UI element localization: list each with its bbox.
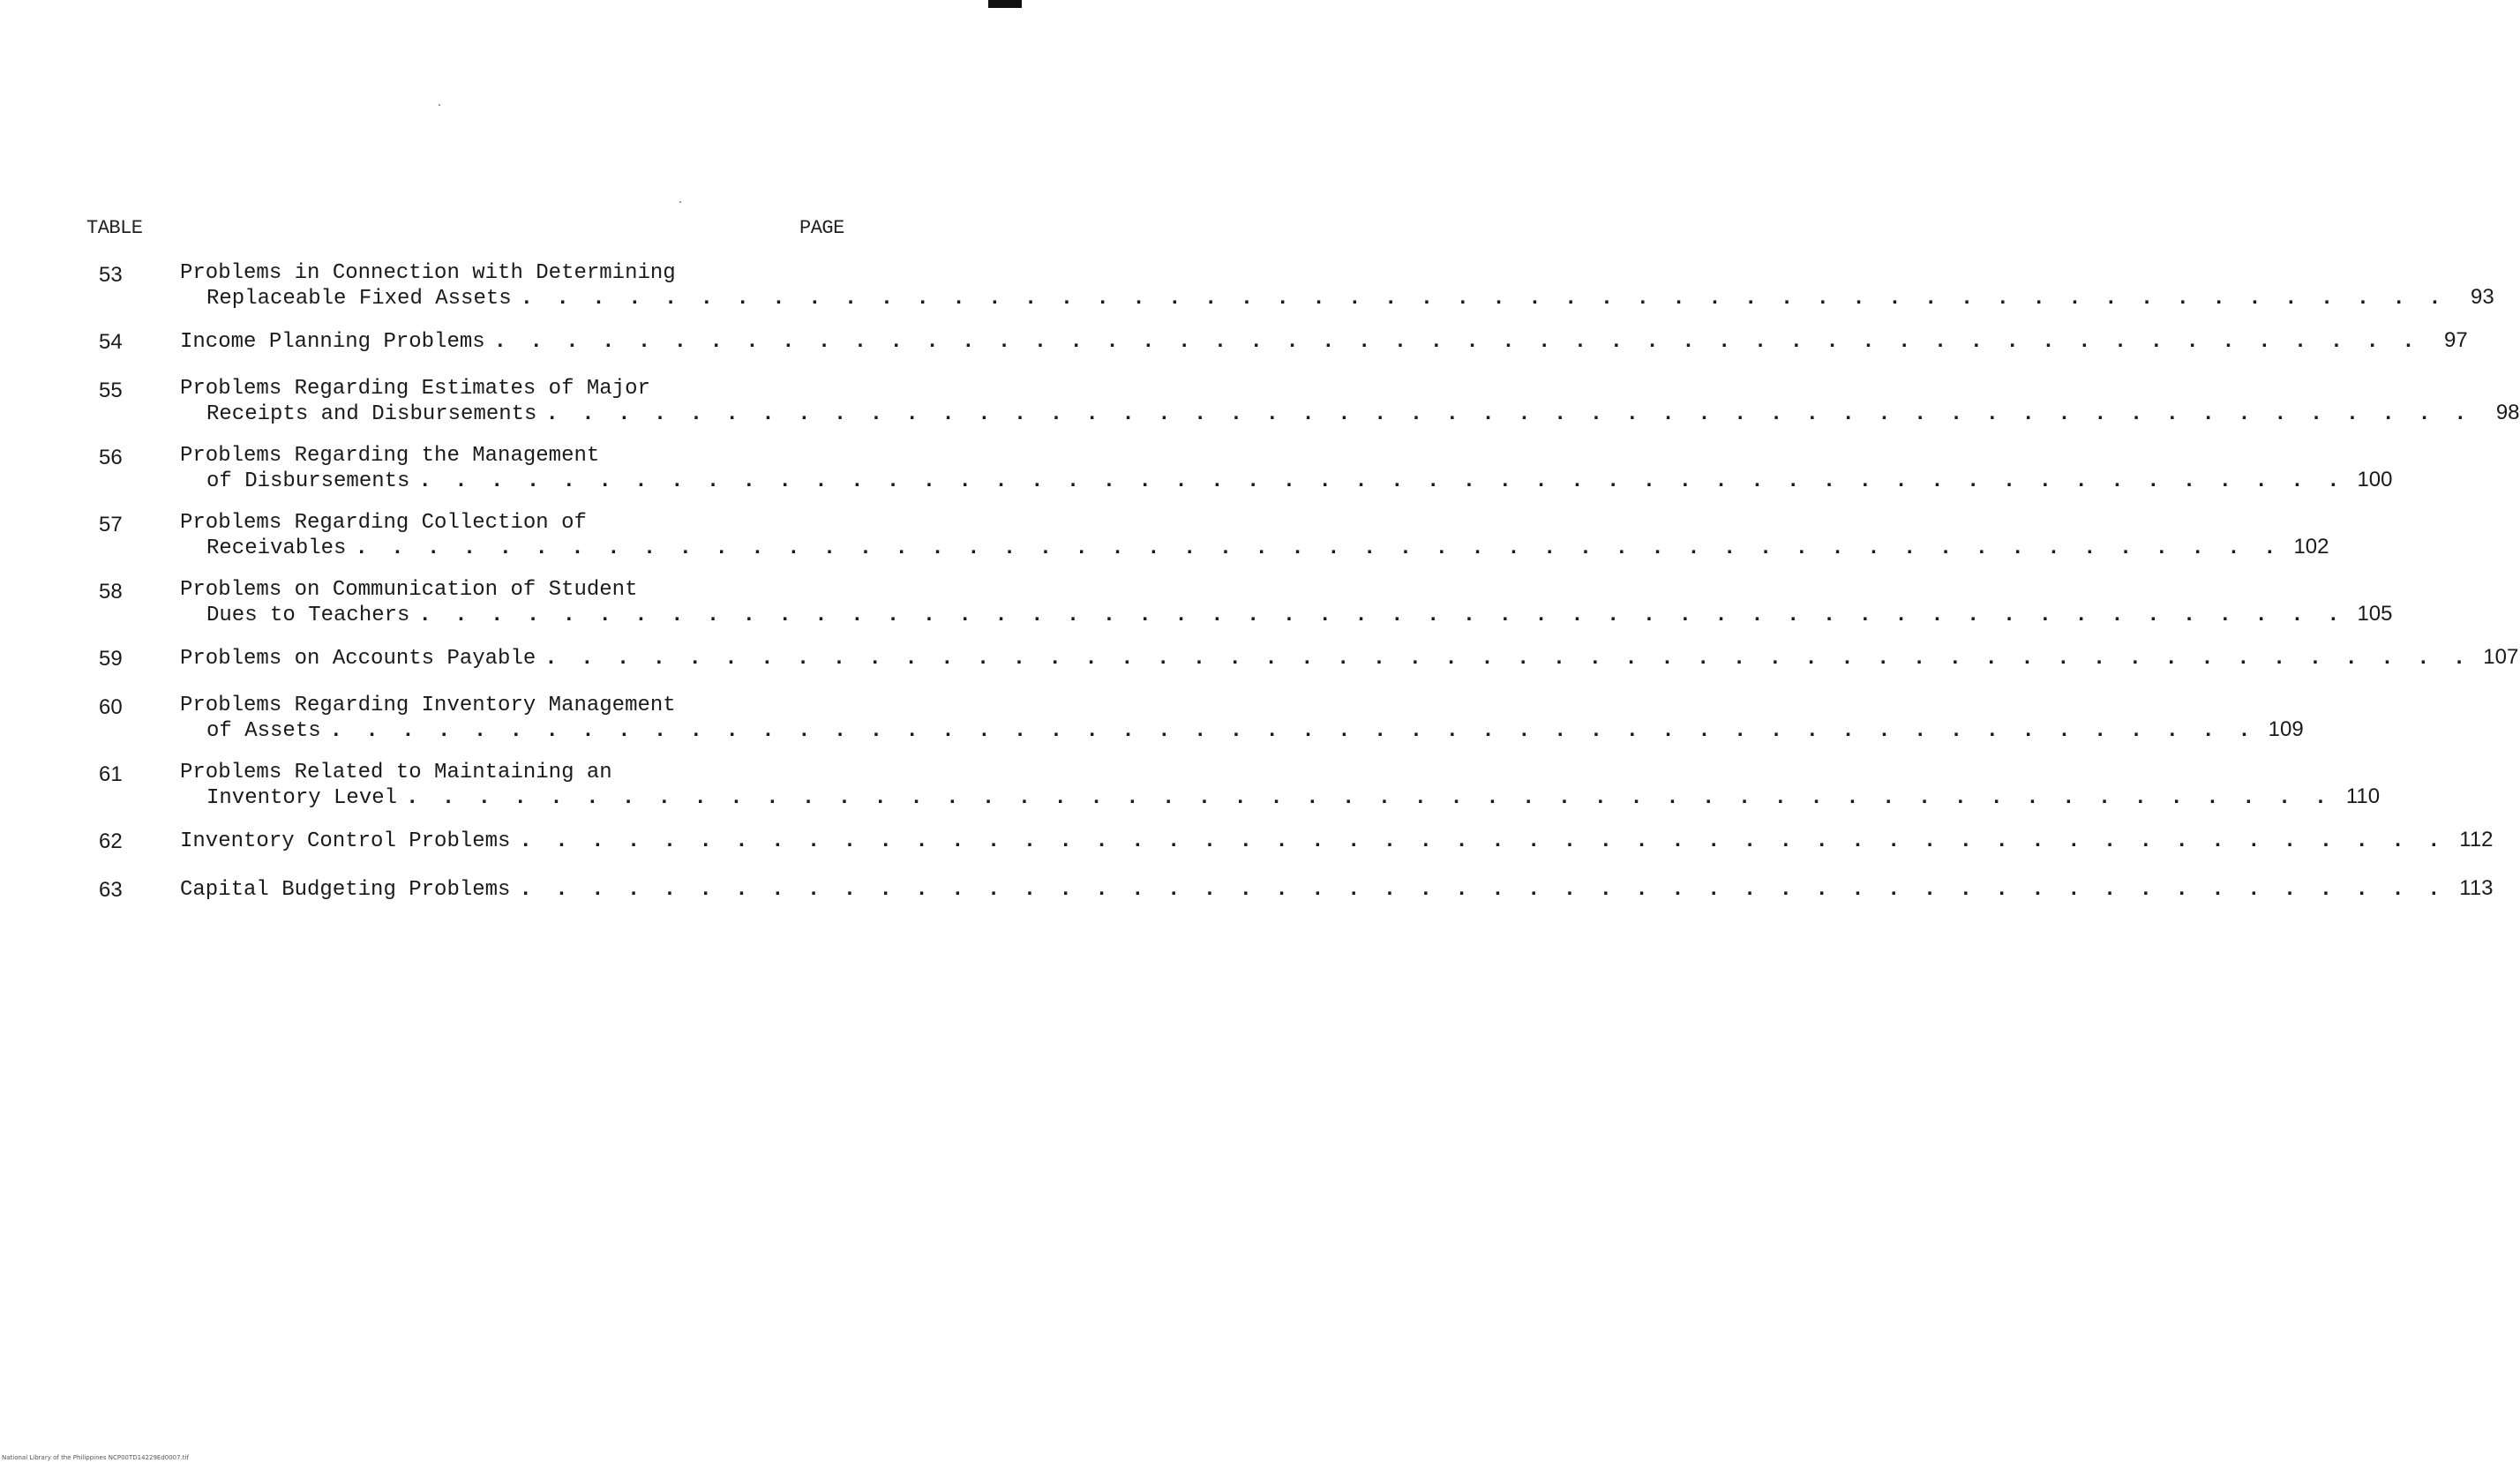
dot-leader: . . . . . . . . . . . . . . . . . . . . . . . . . . . . . . . . . . . . . . . . . . . . . . . . . . . . . . bbox=[545, 402, 2472, 426]
dot-leader: . . . . . . . . . . . . . . . . . . . . . . . . . . . . . . . . . . . . . . . . . . . . . . . . . . . . . . bbox=[418, 469, 2345, 493]
title-line-2 bbox=[180, 468, 2393, 493]
table-title bbox=[180, 511, 2329, 560]
list-item bbox=[0, 645, 2519, 671]
page-column-header: PAGE bbox=[799, 217, 844, 239]
page-number: 98 bbox=[2495, 401, 2520, 424]
table-title bbox=[180, 694, 2304, 743]
title-line-2 bbox=[180, 535, 2329, 560]
list-item bbox=[0, 377, 2520, 426]
title-line-2 bbox=[180, 876, 2494, 902]
table-column-header: TABLE bbox=[86, 217, 143, 239]
title-line-2 bbox=[180, 784, 2381, 810]
table-title bbox=[180, 645, 2519, 671]
scan-footer: National Library of the Philippines NCP00TD14229Ed0007.tif bbox=[2, 1454, 189, 1461]
title-text: Problems on Accounts Payable bbox=[180, 647, 536, 671]
page-number: 109 bbox=[2268, 717, 2304, 741]
title-text: Income Planning Problems bbox=[180, 330, 485, 354]
page-number: 93 bbox=[2471, 285, 2494, 309]
title-line-2 bbox=[180, 285, 2494, 311]
title-text: Receivables bbox=[206, 536, 347, 560]
dot-leader: . . . . . . . . . . . . . . . . . . . . . . . . . . . . . . . . . . . . . . . . . . . . . . . . . . . . . . bbox=[519, 829, 2446, 853]
title-line-1: Problems on Communication of Student bbox=[180, 578, 638, 602]
table-number: 60 bbox=[99, 695, 123, 719]
dot-leader: . . . . . . . . . . . . . . . . . . . . . . . . . . . . . . . . . . . . . . . . . . . . . . . . . . . . . . bbox=[329, 719, 2256, 743]
dot-leader: . . . . . . . . . . . . . . . . . . . . . . . . . . . . . . . . . . . . . . . . . . . . . . . . . . . . . . bbox=[519, 878, 2446, 902]
title-line-2 bbox=[180, 602, 2393, 627]
dot-leader: . . . . . . . . . . . . . . . . . . . . . . . . . . . . . . . . . . . . . . . . . . . . . . . . . . . . . . bbox=[544, 647, 2471, 671]
title-line-2 bbox=[180, 717, 2304, 743]
title-line-2 bbox=[180, 328, 2468, 354]
title-text: Receipts and Disbursements bbox=[206, 402, 537, 426]
table-title bbox=[180, 578, 2393, 627]
scan-corner-mark bbox=[988, 0, 1022, 8]
title-line-1: Problems Regarding Inventory Management bbox=[180, 694, 676, 717]
list-item bbox=[0, 444, 2393, 493]
title-line-2 bbox=[180, 645, 2519, 671]
table-number: 53 bbox=[99, 263, 123, 287]
table-title bbox=[180, 377, 2520, 426]
title-line-1: Problems in Connection with Determining bbox=[180, 261, 676, 285]
list-item bbox=[0, 694, 2304, 743]
table-list bbox=[0, 261, 2520, 925]
table-title bbox=[180, 328, 2468, 354]
table-title bbox=[180, 828, 2494, 853]
title-line-2 bbox=[180, 828, 2494, 853]
table-title bbox=[180, 876, 2494, 902]
title-text: Replaceable Fixed Assets bbox=[206, 287, 512, 311]
title-line-2 bbox=[180, 401, 2520, 426]
page-number: 110 bbox=[2345, 784, 2381, 808]
table-number: 63 bbox=[99, 878, 123, 902]
dot-leader: . . . . . . . . . . . . . . . . . . . . . . . . . . . . . . . . . . . . . . . . . . . . . . . . . . . . . . bbox=[493, 330, 2420, 354]
list-item bbox=[0, 578, 2393, 627]
title-text: Inventory Control Problems bbox=[180, 829, 511, 853]
dot-leader: . . . . . . . . . . . . . . . . . . . . . . . . . . . . . . . . . . . . . . . . . . . . . . . . . . . . . . bbox=[418, 604, 2345, 627]
list-item bbox=[0, 511, 2329, 560]
table-title bbox=[180, 444, 2393, 493]
title-text: Capital Budgeting Problems bbox=[180, 878, 511, 902]
list-item bbox=[0, 261, 2494, 311]
title-text: of Assets bbox=[206, 719, 321, 743]
table-number: 56 bbox=[99, 446, 123, 469]
dot-leader: . . . . . . . . . . . . . . . . . . . . . . . . . . . . . . . . . . . . . . . . . . . . . . . . . . . . . . bbox=[355, 536, 2282, 560]
scan-speck bbox=[679, 201, 681, 203]
title-line-1: Problems Regarding Estimates of Major bbox=[180, 377, 650, 401]
title-line-1: Problems Regarding Collection of bbox=[180, 511, 587, 535]
page-number: 113 bbox=[2459, 876, 2494, 900]
title-line-1: Problems Regarding the Management bbox=[180, 444, 600, 468]
table-number: 58 bbox=[99, 580, 123, 604]
dot-leader: . . . . . . . . . . . . . . . . . . . . . . . . . . . . . . . . . . . . . . . . . . . . . . . . . . . . . . bbox=[520, 287, 2447, 311]
page-number: 112 bbox=[2459, 828, 2494, 852]
page-number: 107 bbox=[2483, 645, 2519, 669]
title-line-1: Problems Related to Maintaining an bbox=[180, 761, 612, 784]
page-number: 100 bbox=[2357, 468, 2393, 491]
table-title bbox=[180, 261, 2494, 311]
table-number: 55 bbox=[99, 379, 123, 402]
list-item bbox=[0, 828, 2494, 853]
page-number: 102 bbox=[2293, 535, 2329, 559]
table-number: 62 bbox=[99, 829, 123, 853]
scan-speck bbox=[439, 104, 440, 106]
list-item bbox=[0, 328, 2468, 354]
table-number: 59 bbox=[99, 647, 123, 671]
title-text: of Disbursements bbox=[206, 469, 410, 493]
table-number: 61 bbox=[99, 762, 123, 786]
table-title bbox=[180, 761, 2381, 810]
table-number: 57 bbox=[99, 513, 123, 536]
list-item bbox=[0, 876, 2494, 902]
page-number: 97 bbox=[2444, 328, 2468, 352]
dot-leader: . . . . . . . . . . . . . . . . . . . . . . . . . . . . . . . . . . . . . . . . . . . . . . . . . . . . . . bbox=[406, 786, 2333, 810]
page-number: 105 bbox=[2357, 602, 2393, 626]
list-item bbox=[0, 761, 2381, 810]
title-text: Inventory Level bbox=[206, 786, 398, 810]
table-number: 54 bbox=[99, 330, 123, 354]
title-text: Dues to Teachers bbox=[206, 604, 410, 627]
